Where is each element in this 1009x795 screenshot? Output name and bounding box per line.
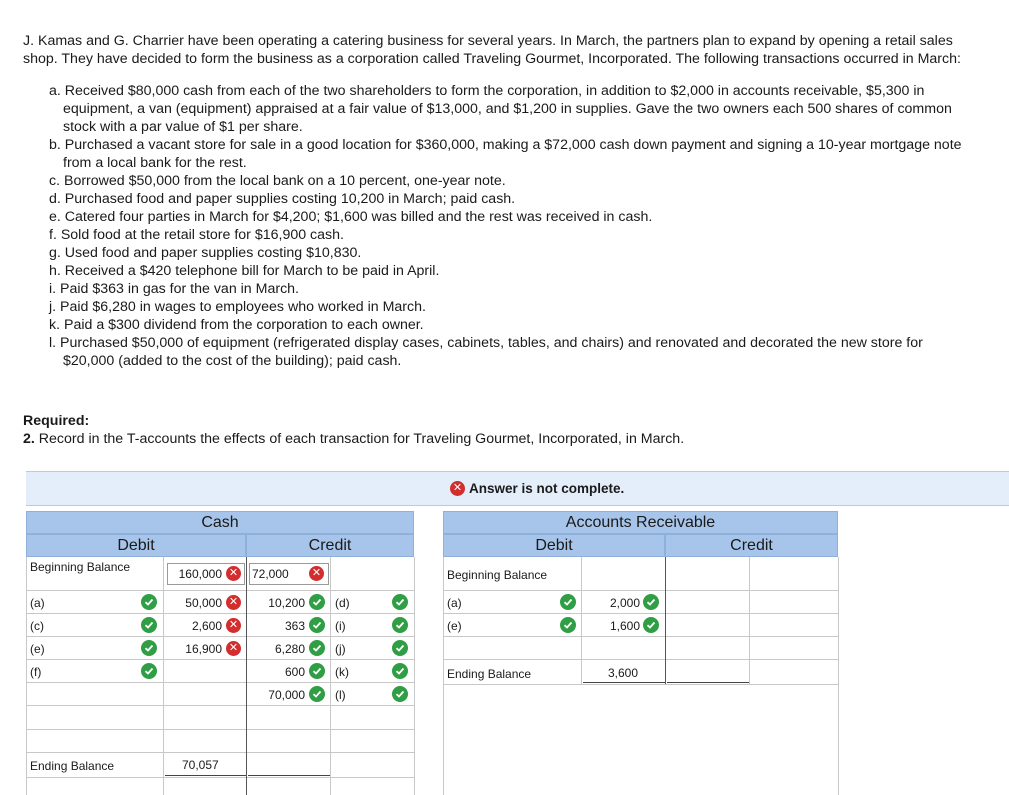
transaction-e: e. Catered four parties in March for $4,200; $1,600 was billed and the rest was received in cash. (49, 209, 653, 225)
cash-credit-label-d: (d) (335, 596, 350, 610)
ar-debit-label-e: (e) (447, 619, 462, 633)
wrong-x-icon: ✕ (226, 618, 241, 633)
ar-debit-amount-a[interactable]: 2,000 (609, 596, 640, 610)
required-text: Record in the T-accounts the effects of each transaction for Traveling Gourmet, Incorporated, in March. (38, 431, 685, 447)
ar-credit-header: Credit (665, 534, 838, 557)
check-icon (643, 594, 659, 610)
problem-intro: J. Kamas and G. Charrier have been operating a catering business for several years. In March, the partners plan to expand by opening a retail sales shop. They have decided to form the business as a corporation called Traveling Gourmet, Incorporated. The following transactions occurred in March: (23, 33, 961, 67)
transaction-k: k. Paid a $300 dividend from the corporation to each owner. (49, 317, 424, 333)
check-icon (309, 594, 325, 610)
wrong-x-icon: ✕ (309, 566, 324, 581)
cash-debit-amount-a[interactable]: 50,000 (185, 596, 222, 610)
transaction-i: i. Paid $363 in gas for the van in March. (49, 281, 299, 297)
required-section (23, 412, 684, 448)
transaction-c: c. Borrowed $50,000 from the local bank on a 10 percent, one-year note. (49, 173, 506, 189)
answer-status-text: Answer is not complete. (469, 481, 625, 496)
cash-beginning-credit: 72,000 (252, 567, 289, 581)
check-icon (392, 686, 408, 702)
wrong-x-icon: ✕ (226, 641, 241, 656)
cash-credit-label-k: (k) (335, 665, 349, 679)
cash-debit-header: Debit (26, 534, 246, 557)
cash-credit-amount-k[interactable]: 600 (284, 665, 305, 679)
transaction-g: g. Used food and paper supplies costing $10,830. (49, 245, 362, 261)
transaction-j: j. Paid $6,280 in wages to employees who worked in March. (49, 299, 426, 315)
transaction-d: d. Purchased food and paper supplies costing 10,200 in March; paid cash. (49, 191, 516, 207)
cash-debit-label-e: (e) (30, 642, 45, 656)
cash-debit-amount-c[interactable]: 2,600 (191, 619, 222, 633)
ar-ending-amount: 3,600 (608, 666, 639, 680)
check-icon (392, 663, 408, 679)
cash-credit-label-j: (j) (335, 642, 346, 656)
cash-credit-amount-d[interactable]: 10,200 (268, 596, 305, 610)
cash-credit-label-l: (l) (335, 688, 346, 702)
check-icon (141, 594, 157, 610)
answer-status-banner (26, 471, 1009, 506)
check-icon (560, 594, 576, 610)
transaction-l: l. Purchased $50,000 of equipment (refrigerated display cases, cabinets, tables, and chairs) and renovated and decorated the new store for $20,000 (added to the cost of the building); paid cash. (49, 335, 923, 369)
required-label: Required: (23, 413, 90, 429)
check-icon (392, 594, 408, 610)
cash-credit-amount-l[interactable]: 70,000 (268, 688, 305, 702)
check-icon (560, 617, 576, 633)
ar-debit-header: Debit (443, 534, 665, 557)
check-icon (141, 663, 157, 679)
transaction-a: a. Received $80,000 cash from each of the two shareholders to form the corporation, in addition to $2,000 in accounts receivable, $5,300 in equipment, a van (equipment) appraised at a fair value of $13,000, and $1,200 in supplies. Gave the two owners each 500 shares of common stock with a par value of $1 per share. (49, 83, 952, 135)
ar-debit-amount-e[interactable]: 1,600 (609, 619, 640, 633)
problem-statement (23, 32, 973, 370)
cash-credit-label-i: (i) (335, 619, 346, 633)
cash-ending-amount: 70,057 (182, 758, 219, 772)
check-icon (141, 640, 157, 656)
cash-ending-label: Ending Balance (30, 759, 115, 773)
ar-ending-label: Ending Balance (447, 667, 532, 681)
wrong-x-icon: ✕ (226, 566, 241, 581)
cash-beginning-label: Beginning Balance (30, 560, 131, 574)
ar-title: Accounts Receivable (443, 511, 838, 534)
check-icon (141, 617, 157, 633)
check-icon (309, 640, 325, 656)
required-number: 2. (23, 431, 35, 447)
wrong-x-icon: ✕ (226, 595, 241, 610)
cash-debit-amount-e[interactable]: 16,900 (185, 642, 222, 656)
check-icon (309, 617, 325, 633)
check-icon (392, 640, 408, 656)
ar-beginning-label: Beginning Balance (447, 568, 548, 582)
ar-debit-label-a: (a) (447, 596, 462, 610)
transaction-h: h. Received a $420 telephone bill for March to be paid in April. (49, 263, 440, 279)
cash-credit-amount-j[interactable]: 6,280 (274, 642, 305, 656)
check-icon (643, 617, 659, 633)
cash-debit-label-a: (a) (30, 596, 45, 610)
check-icon (392, 617, 408, 633)
cash-credit-amount-i[interactable]: 363 (284, 619, 305, 633)
transaction-list (23, 82, 973, 370)
cash-debit-label-f: (f) (30, 665, 42, 679)
error-x-icon: ✕ (450, 481, 465, 496)
cash-debit-label-c: (c) (30, 619, 44, 633)
check-icon (309, 686, 325, 702)
transaction-f: f. Sold food at the retail store for $16,900 cash. (49, 227, 344, 243)
transaction-b: b. Purchased a vacant store for sale in a good location for $360,000, making a $72,000 cash down payment and signing a 10-year mortgage note from a local bank for the rest. (49, 137, 962, 171)
check-icon (309, 663, 325, 679)
cash-beginning-debit: 160,000 (178, 567, 222, 581)
cash-title: Cash (26, 511, 414, 534)
cash-credit-header: Credit (246, 534, 414, 557)
